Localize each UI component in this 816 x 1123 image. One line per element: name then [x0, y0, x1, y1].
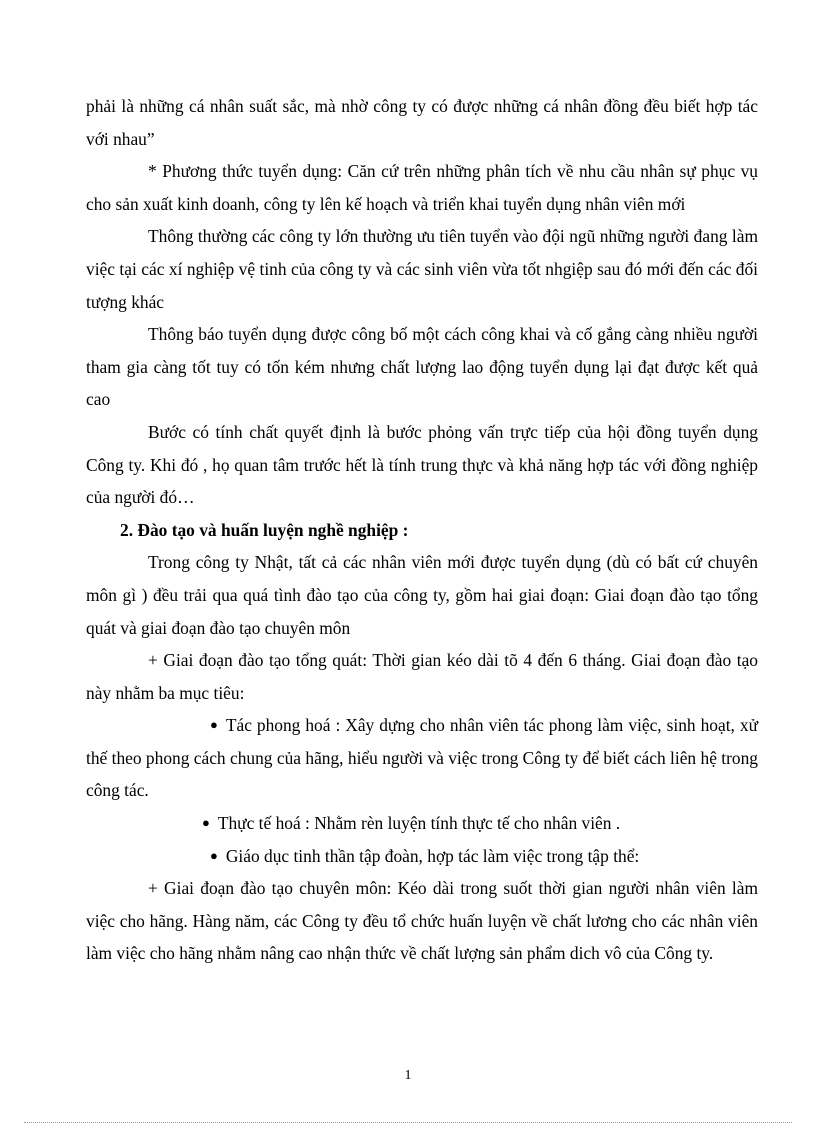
bullet-icon: ●: [210, 847, 218, 863]
paragraph-continuation: phải là những cá nhân suất sắc, mà nhờ công ty có được những cá nhân đồng đều biết hợp tác với nhau”: [86, 96, 758, 149]
paragraph-interview: Bước có tính chất quyết định là bước phỏng vấn trực tiếp của hội đồng tuyển dụng Công ty. Khi đó , họ quan tâm trước hết là tính trung thực và khả năng hợp tác với đồng nghiệp của người đó…: [86, 421, 758, 508]
bullet-icon: ●: [210, 717, 218, 733]
page-number: 1: [404, 1068, 412, 1083]
bullet-text: Giáo dục tinh thần tập đoàn, hợp tác làm việc trong tập thể:: [225, 845, 640, 866]
paragraph-recruitment-method: * Phương thức tuyển dụng: Căn cứ trên những phân tích về nhu cầu nhân sự phục vụ cho sản xuất kinh doanh, công ty lên kế hoạch và triển khai tuyển dụng nhân viên mới: [86, 161, 758, 214]
paragraph-training-intro: Trong công ty Nhật, tất cả các nhân viên mới được tuyển dụng (dù có bất cứ chuyên môn gì ) đều trải qua quá tình đào tạo của công ty, gồm hai giai đoạn: Giai đoạn đào tạo tổng quát và giai đoạn đào tạo chuyên môn: [86, 552, 758, 638]
bullet-item-style: [86, 709, 758, 807]
paragraph-specialized-training: + Giai đoạn đào tạo chuyên môn: Kéo dài trong suốt thời gian người nhân viên làm việc cho hãng. Hàng năm, các Công ty đều tổ chức huấn luyện về chất lương cho các nhân viên làm việc cho hãng nhằm nâng cao nhận thức về chất lượng sản phẩm dich vô của Công ty.: [86, 878, 758, 964]
bullet-text: Tác phong hoá : Xây dựng cho nhân viên tác phong làm việc, sinh hoạt, xử thế theo phong cách chung của hãng, hiểu người và việc trong Công ty để biết cách liên hệ trong công tác.: [86, 715, 758, 801]
bullet-icon: ●: [202, 815, 210, 831]
paragraph-recruitment-announcement: Thông báo tuyển dụng được công bố một cách công khai và cố gắng càng nhiều người tham gia càng tốt tuy có tốn kém nhưng chất lượng lao động tuyển dụng lại đạt được kết quả cao: [86, 324, 758, 410]
bullet-text: Thực tế hoá : Nhằm rèn luyện tính thực tế cho nhân viên .: [217, 813, 621, 834]
document-body: [86, 90, 758, 970]
paragraph-general-training: + Giai đoạn đào tạo tổng quát: Thời gian kéo dài tõ 4 đến 6 tháng. Giai đoạn đào tạo này nhằm ba mục tiêu:: [86, 650, 758, 703]
paragraph-recruitment-priority: Thông thường các công ty lớn thường ưu tiên tuyển vào đội ngũ những người đang làm việc tại các xí nghiệp vệ tinh của công ty và các sinh viên vừa tốt nhgiệp sau đó mới đến các đối tượng khác: [86, 226, 758, 312]
bullet-item-teamwork: [86, 840, 758, 873]
bullet-item-practical: [86, 807, 758, 840]
section-heading: 2. Đào tạo và huấn luyện nghề nghiệp :: [120, 519, 409, 540]
